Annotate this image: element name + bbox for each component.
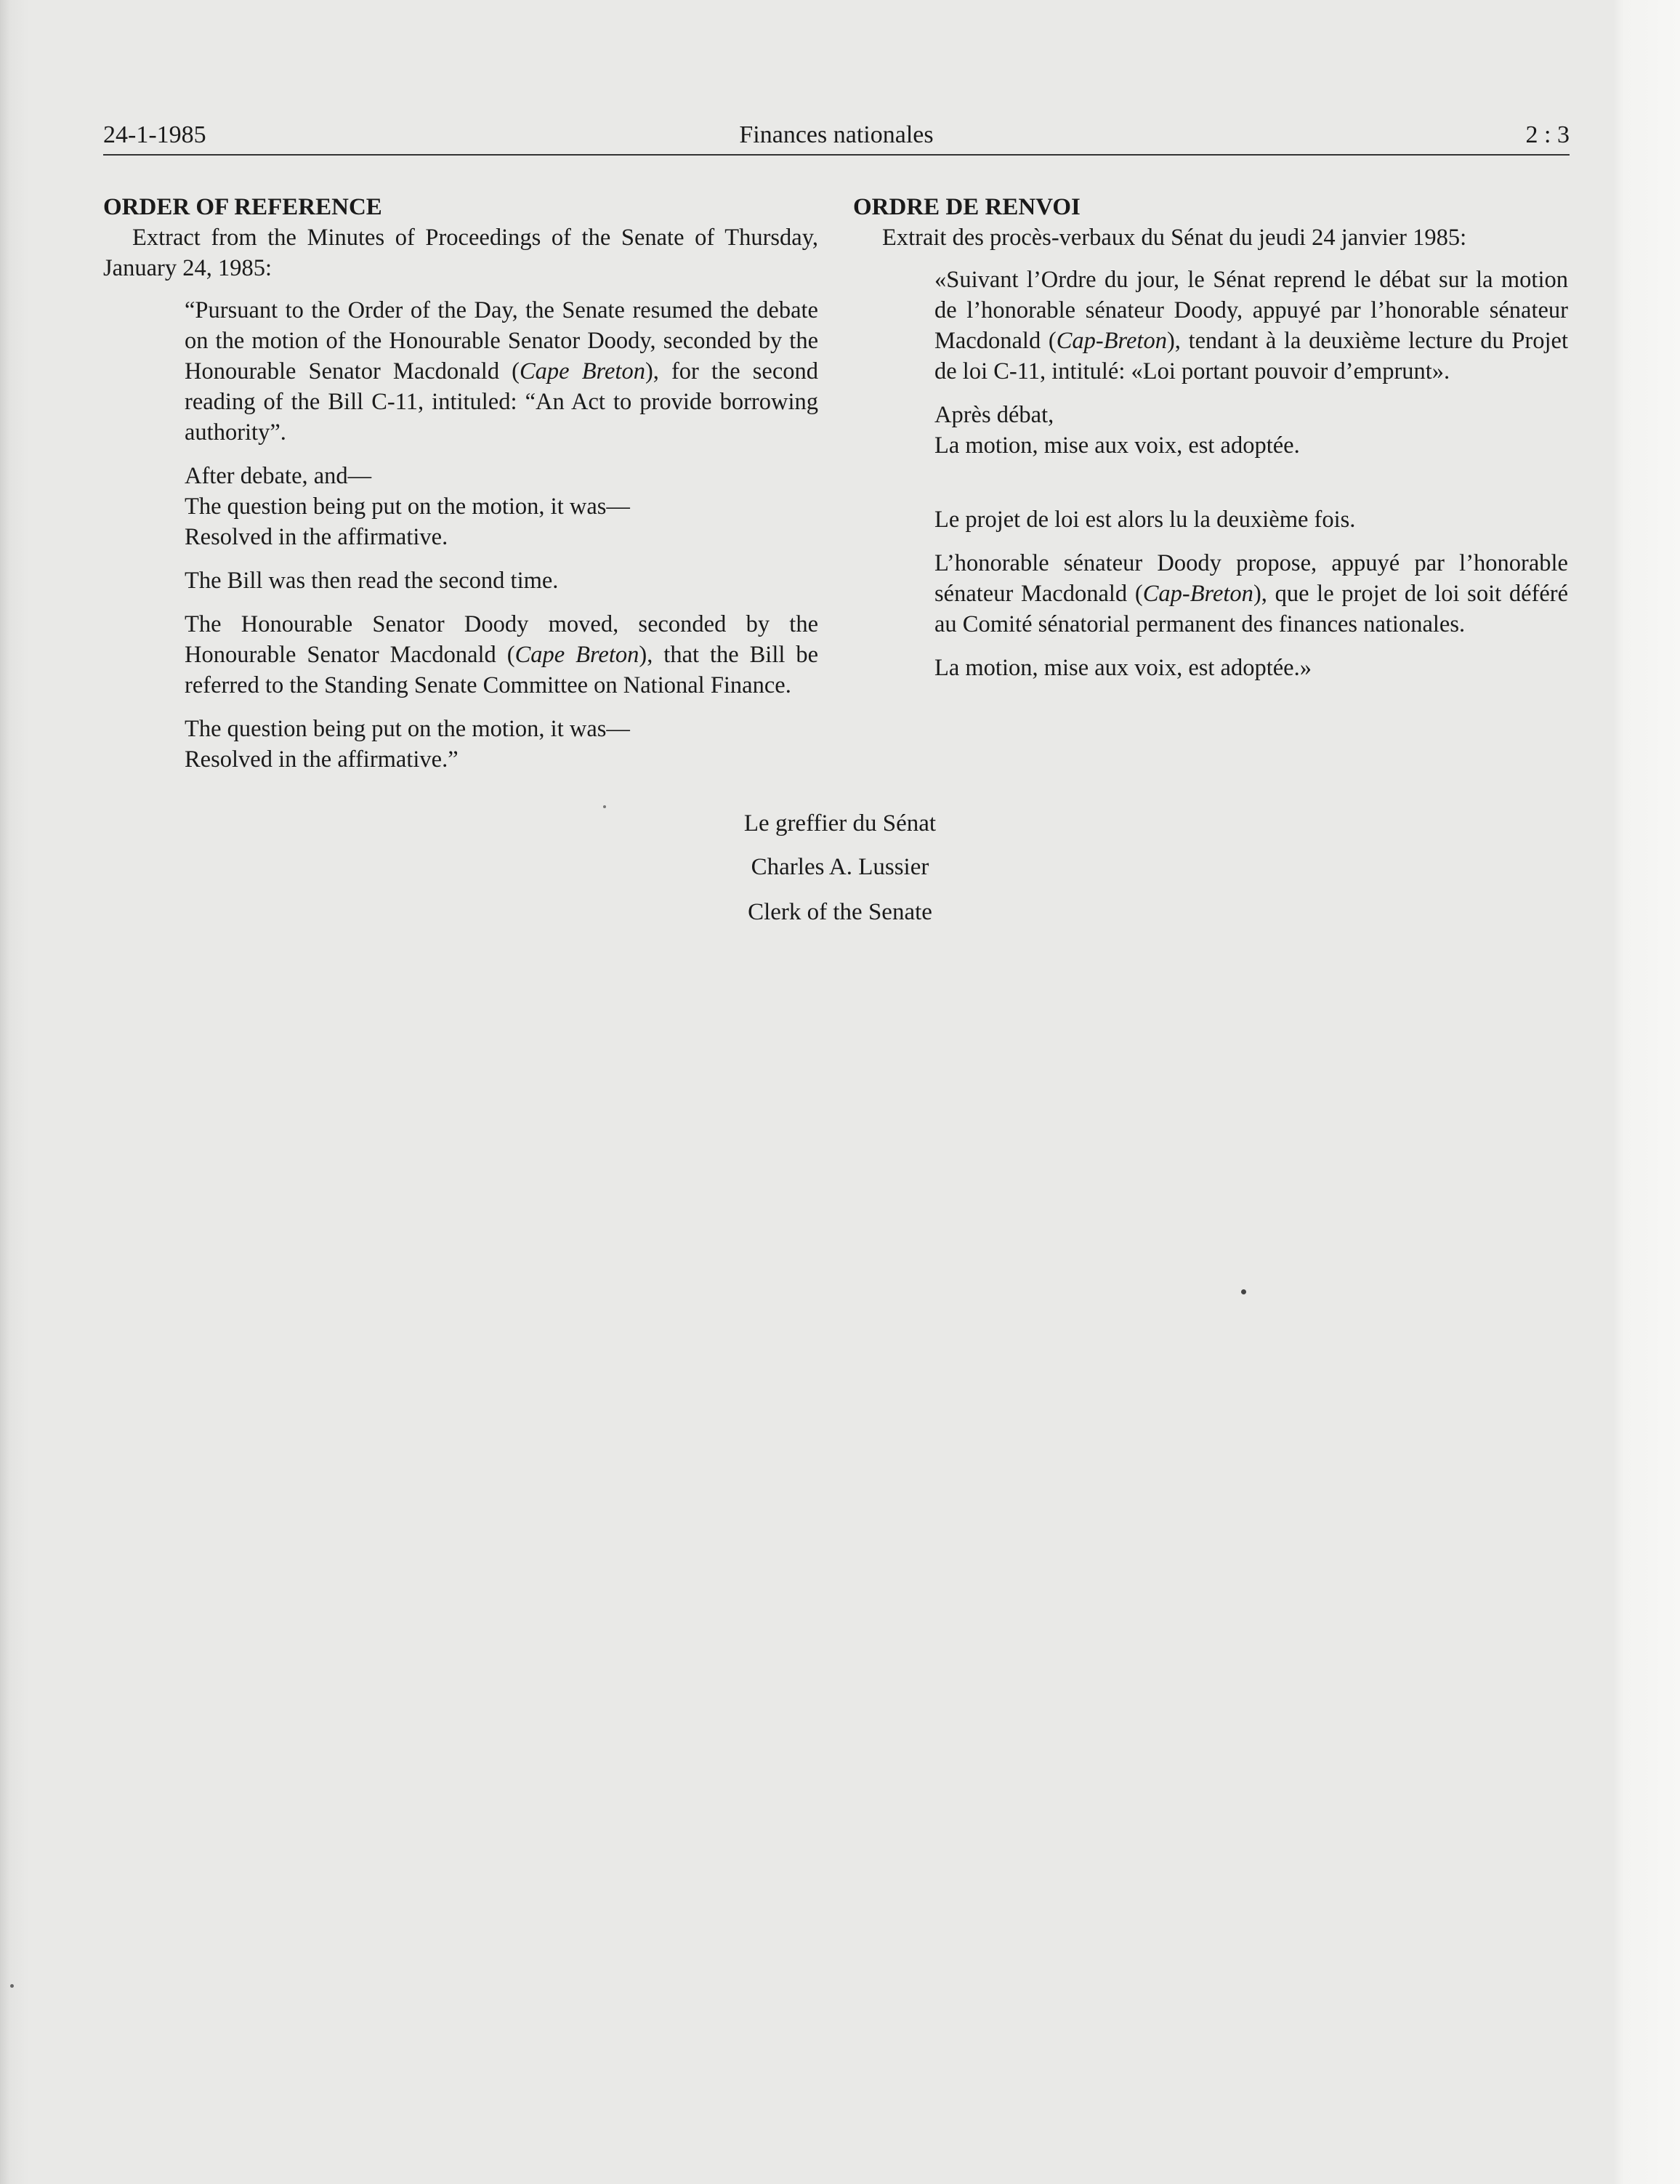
english-quote-italic: Cape Breton: [520, 358, 645, 384]
english-column: [103, 192, 818, 775]
header-rule: [103, 154, 1570, 156]
french-quote-text: «Suivant l’Ordre du jour, le Sénat reprend le débat sur la motion de l’honorable sénateur Doody, appuyé par l’honorable sénateur Macdonald (: [934, 267, 1568, 354]
signature-en-title: Clerk of the Senate: [748, 899, 932, 925]
english-resolved: Resolved in the affirmative.: [185, 524, 448, 550]
french-intro: Extrait des procès-verbaux du Sénat du jeudi 24 janvier 1985:: [882, 225, 1467, 251]
english-moved-paragraph: [185, 609, 818, 701]
page-header: [103, 119, 1570, 154]
scan-speck: [603, 805, 606, 808]
french-quote-paragraph: [934, 265, 1568, 387]
header-title: Finances nationales: [739, 121, 934, 148]
french-heading: ORDRE DE RENVOI: [853, 194, 1081, 220]
english-second-time: The Bill was then read the second time.: [185, 568, 559, 594]
english-quote-text: “Pursuant to the Order of the Day, the Senate resumed the debate on the motion of the Honourable Senator Doody, seconded by the Honourable Senator Macdonald (: [185, 297, 818, 384]
french-motion-adopted: La motion, mise aux voix, est adoptée.: [934, 432, 1300, 459]
english-heading: ORDER OF REFERENCE: [103, 194, 382, 220]
english-moved-end: ), that the Bill be referred to the Standing Senate Committee on National Finance.: [185, 642, 819, 698]
english-quote-paragraph: [185, 295, 818, 448]
header-date: 24-1-1985: [103, 121, 206, 148]
english-after-debate: After debate, and—: [185, 463, 372, 489]
english-question-put: The question being put on the motion, it was—: [185, 493, 630, 520]
french-quote-italic: Cap-Breton: [1056, 328, 1167, 354]
french-moved-text: L’honorable sénateur Doody propose, appuyé par l’honorable sénateur Macdonald (: [934, 550, 1568, 607]
french-moved-end: ), que le projet de loi soit déféré au Comité sénatorial permanent des finances nationales.: [934, 581, 1568, 637]
english-resolved-2: Resolved in the affirmative.”: [185, 746, 459, 773]
english-quote-end: ), for the second reading of the Bill C-11, intituled: “An Act to provide borrowing authority”.: [185, 358, 819, 446]
french-after-debate: Après débat,: [934, 402, 1054, 428]
scan-speck: [10, 1984, 14, 1988]
scan-speck: [1241, 1289, 1246, 1294]
french-moved-paragraph: [934, 548, 1568, 640]
english-question-put-2: The question being put on the motion, it was—: [185, 716, 630, 742]
english-moved-text: The Honourable Senator Doody moved, seconded by the Honourable Senator Macdonald (: [185, 611, 818, 668]
english-intro: Extract from the Minutes of Proceedings of the Senate of Thursday, January 24, 1985:: [103, 225, 818, 281]
english-moved-italic: Cape Breton: [514, 642, 639, 668]
french-column: [853, 192, 1568, 683]
french-moved-italic: Cap-Breton: [1142, 581, 1253, 607]
french-second-time: Le projet de loi est alors lu la deuxième fois.: [934, 507, 1356, 533]
french-motion-adopted-2: La motion, mise aux voix, est adoptée.»: [934, 655, 1312, 681]
french-quote-end: ), tendant à la deuxième lecture du Projet de loi C-11, intitulé: «Loi portant pouvoir d’emprunt».: [934, 328, 1568, 384]
header-page-number: 2 : 3: [1525, 121, 1570, 148]
signature-name: Charles A. Lussier: [751, 854, 929, 880]
signature-fr-title: Le greffier du Sénat: [743, 810, 937, 837]
